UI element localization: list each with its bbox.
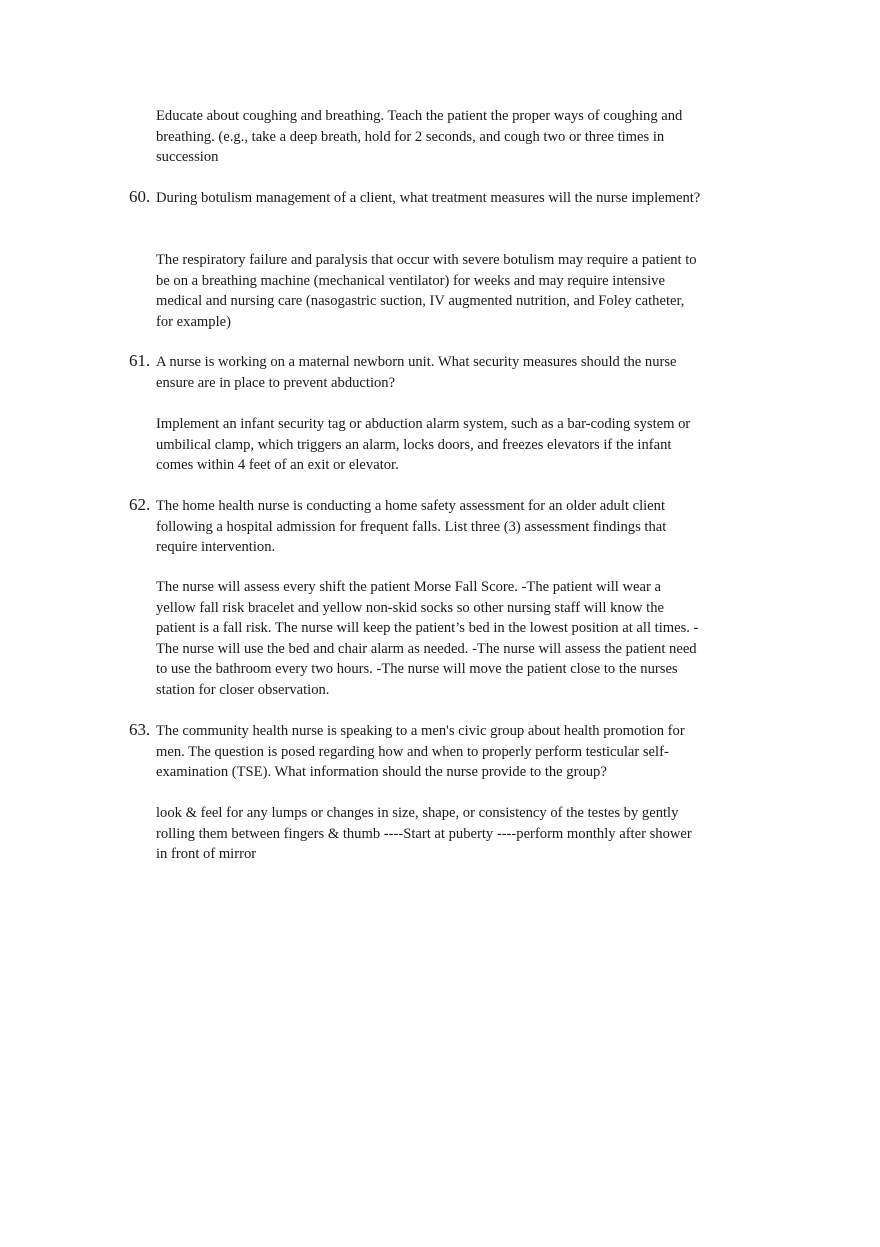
question-61	[129, 352, 701, 393]
question-number: 60.	[129, 187, 151, 206]
intro-answer: Educate about coughing and breathing. Teach the patient the proper ways of coughing and breathing. (e.g., take a deep breath, hold for 2 seconds, and cough two or three times in succession	[156, 108, 683, 166]
answer-61: Implement an infant security tag or abduction alarm system, such as a bar-coding system or umbilical clamp, which triggers an alarm, locks doors, and freezes elevators if the infant comes within 4 feet of an exit or elevator.	[156, 416, 691, 474]
question-60	[129, 188, 701, 209]
answer-60: The respiratory failure and paralysis that occur with severe botulism may require a patient to be on a breathing machine (mechanical ventilator) for weeks and may require intensive medical and nursing care (nasogastric suction, IV augmented nutrition, and Foley catheter, for example)	[156, 252, 697, 330]
question-number: 62.	[129, 495, 151, 514]
answer-62: The nurse will assess every shift the patient Morse Fall Score. -The patient will wear a yellow fall risk bracelet and yellow non-skid socks so other nursing staff will know the patient is a fall risk. The nurse will keep the patient’s bed in the lowest position at all times. -The nurse will use the bed and chair alarm as needed. -The nurse will assess the patient need to use the bathroom every two hours. -The nurse will move the patient close to the nurses station for closer observation.	[156, 579, 699, 698]
question-62	[129, 496, 701, 558]
question-number: 63.	[129, 720, 151, 739]
question-number: 61.	[129, 351, 151, 370]
answer-63: look & feel for any lumps or changes in size, shape, or consistency of the testes by gently rolling them between fingers & thumb ----Start at puberty ----perform monthly after shower in front of mirror	[156, 805, 692, 863]
question-63	[129, 721, 701, 783]
question-text: During botulism management of a client, what treatment measures will the nurse implement?	[156, 190, 701, 206]
question-text: A nurse is working on a maternal newborn unit. What security measures should the nurse ensure are in place to prevent abduction?	[156, 354, 677, 391]
question-text: The home health nurse is conducting a home safety assessment for an older adult client following a hospital admission for frequent falls. List three (3) assessment findings that require intervention.	[156, 498, 667, 556]
question-text: The community health nurse is speaking to a men's civic group about health promotion for men. The question is posed regarding how and when to properly perform testicular self-examination (TSE). What information should the nurse provide to the group?	[156, 723, 685, 781]
